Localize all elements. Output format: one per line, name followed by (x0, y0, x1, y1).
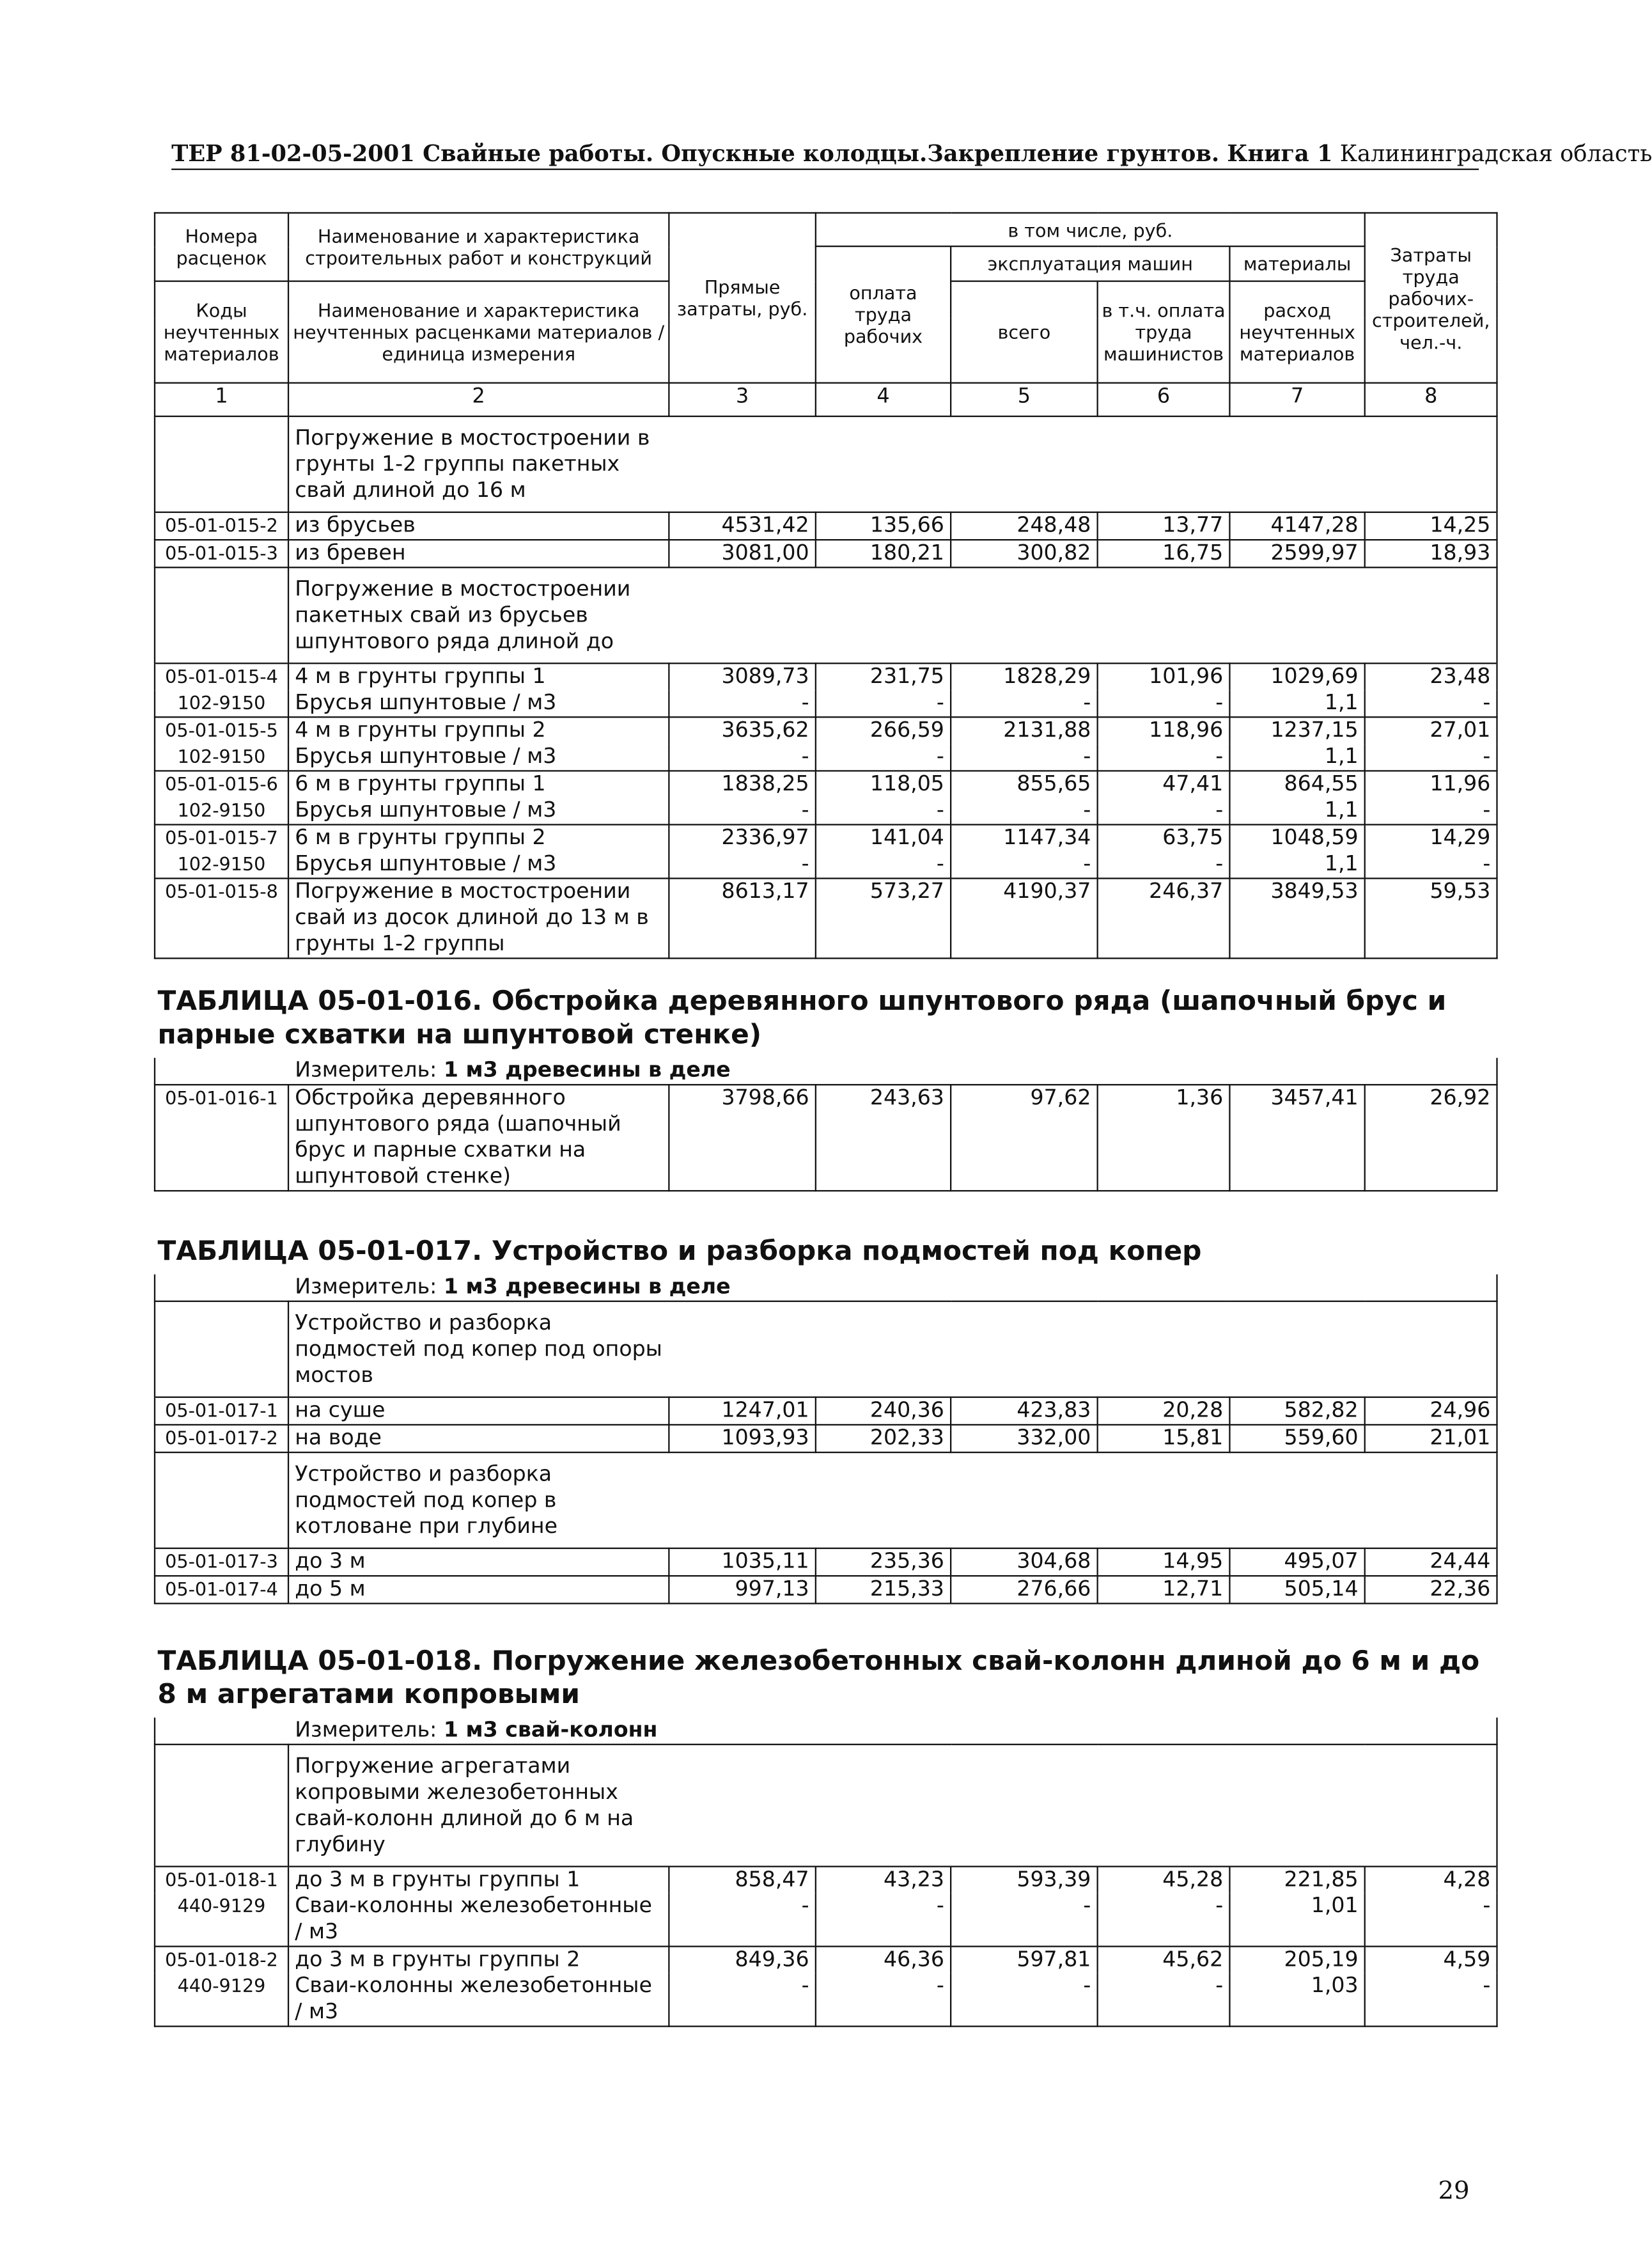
operator-pay: 45,28 (1098, 1867, 1230, 1894)
material-code: 102-9150 (155, 797, 288, 824)
header-machines: эксплуатация машин (951, 246, 1229, 281)
operator-pay: - (1098, 690, 1230, 717)
material-consumption: 1,1 (1229, 797, 1364, 824)
material-description: Брусья шпунтовые / м3 (288, 852, 669, 879)
work-description: 4 м в грунты группы 1 (288, 663, 669, 690)
labor-hours: - (1365, 852, 1497, 879)
table-row (155, 771, 1497, 797)
material-code: 440-9129 (155, 1974, 288, 2027)
material-description: Брусья шпунтовые / м3 (288, 690, 669, 717)
table-row (155, 540, 1497, 567)
material-consumption: 1,01 (1229, 1894, 1364, 1947)
materials-cost: 4147,28 (1229, 512, 1364, 540)
worker-pay: 235,36 (816, 1548, 951, 1576)
operator-pay: 246,37 (1098, 879, 1230, 959)
materials-cost: 1048,59 (1229, 824, 1364, 851)
labor-hours: - (1365, 1974, 1497, 2027)
table-title: ТАБЛИЦА 05-01-017. Устройство и разборка подмостей под копер (157, 1236, 1202, 1268)
labor-hours: 23,48 (1365, 663, 1497, 690)
rate-code: 05-01-018-2 (155, 1947, 288, 1974)
direct-costs: 858,47 (669, 1867, 815, 1894)
measure-unit (155, 1058, 1497, 1085)
work-description: 6 м в грунты группы 2 (288, 824, 669, 851)
worker-pay: 231,75 (816, 663, 951, 690)
worker-pay: 266,59 (816, 717, 951, 744)
operator-pay: 14,95 (1098, 1548, 1230, 1576)
materials-cost: 1029,69 (1229, 663, 1364, 690)
direct-costs: 4531,42 (669, 512, 815, 540)
material-row (155, 1974, 1497, 2027)
machines-total: 1147,34 (951, 824, 1097, 851)
direct-costs: 8613,17 (669, 879, 815, 959)
operator-pay: 16,75 (1098, 540, 1230, 567)
work-description: до 3 м в грунты группы 2 (288, 1947, 669, 1974)
measure-row (155, 1058, 1497, 1085)
measure-value: 1 м3 древесины в деле (443, 1058, 731, 1083)
materials-cost: 205,19 (1229, 1947, 1364, 1974)
material-row (155, 797, 1497, 824)
labor-hours: 4,28 (1365, 1867, 1497, 1894)
table-title: ТАБЛИЦА 05-01-018. Погружение железобетонных свай-колонн длиной до 6 м и до 8 м агрегатами копровыми (157, 1646, 1480, 1711)
direct-costs: 3089,73 (669, 663, 815, 690)
materials-cost: 2599,97 (1229, 540, 1364, 567)
group-heading: Погружение в мостостроении в грунты 1-2 группы пакетных свай длиной до 16 м (295, 425, 650, 503)
column-number: 7 (1229, 383, 1364, 416)
worker-pay: 240,36 (816, 1397, 951, 1425)
table-title-row (155, 1603, 1497, 1717)
table-row (155, 717, 1497, 744)
labor-hours: 22,36 (1365, 1576, 1497, 1603)
column-number: 3 (669, 383, 815, 416)
materials-cost: 864,55 (1229, 771, 1364, 797)
material-description: Брусья шпунтовые / м3 (288, 744, 669, 771)
materials-cost: 559,60 (1229, 1425, 1364, 1452)
machines-total: 4190,37 (951, 879, 1097, 959)
machines-total: 300,82 (951, 540, 1097, 567)
header-material-name: Наименование и характеристика неучтенных расценками материалов / единица измерения (288, 281, 669, 383)
machines-total: 2131,88 (951, 717, 1097, 744)
machines-total: - (951, 797, 1097, 824)
labor-hours: 18,93 (1365, 540, 1497, 567)
measure-label: Измеритель: (295, 1274, 437, 1299)
operator-pay: 45,62 (1098, 1947, 1230, 1974)
operator-pay: 15,81 (1098, 1425, 1230, 1452)
material-consumption: 1,1 (1229, 690, 1364, 717)
direct-costs: 3635,62 (669, 717, 815, 744)
operator-pay: 47,41 (1098, 771, 1230, 797)
worker-pay: 46,36 (816, 1947, 951, 1974)
column-number: 5 (951, 383, 1097, 416)
header-labor-costs: Затраты труда рабочих-строителей, чел.-ч. (1365, 213, 1497, 383)
operator-pay: - (1098, 797, 1230, 824)
work-description: 4 м в грунты группы 2 (288, 717, 669, 744)
table-title: ТАБЛИЦА 05-01-016. Обстройка деревянного шпунтового ряда (шапочный брус и парные схватки на шпунтовой стенке) (157, 986, 1447, 1051)
rate-code: 05-01-015-8 (155, 879, 288, 959)
column-number: 2 (288, 383, 669, 416)
group-heading-row (155, 567, 1497, 663)
labor-hours: 14,29 (1365, 824, 1497, 851)
group-heading: Погружение агрегатами копровыми железобетонных свай-колонн длиной до 6 м на глубину (295, 1754, 634, 1857)
materials-cost: 505,14 (1229, 1576, 1364, 1603)
operator-pay: - (1098, 1894, 1230, 1947)
rate-code: 05-01-017-3 (155, 1548, 288, 1576)
worker-pay: 43,23 (816, 1867, 951, 1894)
measure-value: 1 м3 свай-колонн (443, 1717, 658, 1743)
header-operator-pay: в т.ч. оплата труда машинистов (1098, 281, 1230, 383)
header-including: в том числе, руб. (816, 213, 1365, 246)
material-row (155, 690, 1497, 717)
rate-code: 05-01-018-1 (155, 1867, 288, 1894)
rate-code: 05-01-017-1 (155, 1397, 288, 1425)
measure-unit (155, 1275, 1497, 1301)
rates-table (154, 212, 1498, 2027)
operator-pay: - (1098, 744, 1230, 771)
header-title: ТЕР 81-02-05-2001 Свайные работы. Опускные колодцы.Закрепление грунтов. Книга 1 (171, 139, 1333, 168)
machines-total: - (951, 1974, 1097, 2027)
table-row (155, 1576, 1497, 1603)
material-code: 102-9150 (155, 690, 288, 717)
material-row (155, 744, 1497, 771)
labor-hours: 4,59 (1365, 1947, 1497, 1974)
material-consumption: 1,1 (1229, 744, 1364, 771)
materials-cost: 1237,15 (1229, 717, 1364, 744)
table-row (155, 1947, 1497, 1974)
operator-pay: 101,96 (1098, 663, 1230, 690)
worker-pay: 573,27 (816, 879, 951, 959)
work-description: Погружение в мостостроении свай из досок длиной до 13 м в грунты 1-2 группы (288, 879, 669, 959)
direct-costs: 1035,11 (669, 1548, 815, 1576)
materials-cost: 221,85 (1229, 1867, 1364, 1894)
table-row (155, 1867, 1497, 1894)
operator-pay: 118,96 (1098, 717, 1230, 744)
labor-hours: 24,96 (1365, 1397, 1497, 1425)
table-title-row (155, 959, 1497, 1058)
rate-code: 05-01-015-6 (155, 771, 288, 797)
group-heading: Устройство и разборка подмостей под копер в котловане при глубине (295, 1461, 558, 1539)
machines-total: 276,66 (951, 1576, 1097, 1603)
worker-pay: 215,33 (816, 1576, 951, 1603)
rate-code: 05-01-015-3 (155, 540, 288, 567)
rate-code: 05-01-015-4 (155, 663, 288, 690)
rate-code: 05-01-017-4 (155, 1576, 288, 1603)
machines-total: 248,48 (951, 512, 1097, 540)
group-heading: Погружение в мостостроении пакетных свай из брусьев шпунтового ряда длиной до (295, 577, 631, 654)
table-row (155, 663, 1497, 690)
measure-row (155, 1718, 1497, 1745)
table-row (155, 1085, 1497, 1191)
header-direct-costs: Прямые затраты, руб. (669, 213, 815, 383)
column-number: 1 (155, 383, 288, 416)
machines-total: 597,81 (951, 1947, 1097, 1974)
labor-hours: 14,25 (1365, 512, 1497, 540)
machines-total: - (951, 690, 1097, 717)
table-row (155, 1425, 1497, 1452)
column-number: 4 (816, 383, 951, 416)
operator-pay: 63,75 (1098, 824, 1230, 851)
worker-pay: - (816, 1974, 951, 2027)
page-number: 29 (1438, 2176, 1470, 2206)
operator-pay: 12,71 (1098, 1576, 1230, 1603)
labor-hours: - (1365, 1894, 1497, 1947)
direct-costs: 1247,01 (669, 1397, 815, 1425)
materials-cost: 495,07 (1229, 1548, 1364, 1576)
machines-total: 1828,29 (951, 663, 1097, 690)
direct-costs: 3798,66 (669, 1085, 815, 1191)
header-machines-total: всего (951, 281, 1097, 383)
material-code: 102-9150 (155, 744, 288, 771)
material-description: Сваи-колонны железобетонные / м3 (288, 1974, 669, 2027)
machines-total: 332,00 (951, 1425, 1097, 1452)
labor-hours: 11,96 (1365, 771, 1497, 797)
labor-hours: - (1365, 744, 1497, 771)
header-region: Калининградская область (1339, 141, 1652, 168)
labor-hours: 27,01 (1365, 717, 1497, 744)
machines-total: 593,39 (951, 1867, 1097, 1894)
table-head (155, 213, 1497, 416)
group-heading-row (155, 1745, 1497, 1867)
table-row (155, 1548, 1497, 1576)
worker-pay: 135,66 (816, 512, 951, 540)
measure-unit (155, 1718, 1497, 1745)
labor-hours: 24,44 (1365, 1548, 1497, 1576)
direct-costs: 3081,00 (669, 540, 815, 567)
work-description: из брусьев (288, 512, 669, 540)
column-numbers-row (155, 383, 1497, 416)
rate-code: 05-01-017-2 (155, 1425, 288, 1452)
work-description: из бревен (288, 540, 669, 567)
materials-cost: 3457,41 (1229, 1085, 1364, 1191)
group-heading-row (155, 1301, 1497, 1397)
operator-pay: 20,28 (1098, 1397, 1230, 1425)
operator-pay: 1,36 (1098, 1085, 1230, 1191)
work-description: 6 м в грунты группы 1 (288, 771, 669, 797)
labor-hours: 21,01 (1365, 1425, 1497, 1452)
direct-costs: 1093,93 (669, 1425, 815, 1452)
operator-pay: - (1098, 852, 1230, 879)
machines-total: - (951, 744, 1097, 771)
material-consumption: 1,03 (1229, 1974, 1364, 2027)
table-title-row (155, 1191, 1497, 1275)
materials-cost: 3849,53 (1229, 879, 1364, 959)
column-number: 8 (1365, 383, 1497, 416)
worker-pay: - (816, 690, 951, 717)
worker-pay: - (816, 797, 951, 824)
worker-pay: 243,63 (816, 1085, 951, 1191)
worker-pay: 180,21 (816, 540, 951, 567)
machines-total: - (951, 852, 1097, 879)
work-description: на воде (288, 1425, 669, 1452)
direct-costs: - (669, 1894, 815, 1947)
rate-code: 05-01-016-1 (155, 1085, 288, 1191)
worker-pay: 141,04 (816, 824, 951, 851)
header-material-codes: Коды неучтенных материалов (155, 281, 288, 383)
rate-code: 05-01-015-7 (155, 824, 288, 851)
table-row (155, 1397, 1497, 1425)
worker-pay: - (816, 852, 951, 879)
worker-pay: 202,33 (816, 1425, 951, 1452)
header-worker-pay: оплата труда рабочих (816, 246, 951, 383)
direct-costs: - (669, 852, 815, 879)
material-row (155, 852, 1497, 879)
labor-hours: - (1365, 797, 1497, 824)
direct-costs: 997,13 (669, 1576, 815, 1603)
machines-total: 423,83 (951, 1397, 1097, 1425)
operator-pay: - (1098, 1974, 1230, 2027)
direct-costs: - (669, 744, 815, 771)
work-description: до 5 м (288, 1576, 669, 1603)
material-description: Брусья шпунтовые / м3 (288, 797, 669, 824)
labor-hours: 26,92 (1365, 1085, 1497, 1191)
measure-value: 1 м3 древесины в деле (443, 1274, 731, 1299)
machines-total: 97,62 (951, 1085, 1097, 1191)
group-heading-row (155, 1452, 1497, 1548)
group-heading-row (155, 416, 1497, 512)
table-row (155, 879, 1497, 959)
worker-pay: - (816, 744, 951, 771)
machines-total: 855,65 (951, 771, 1097, 797)
running-header (171, 139, 1652, 170)
material-row (155, 1894, 1497, 1947)
direct-costs: 2336,97 (669, 824, 815, 851)
table-row (155, 512, 1497, 540)
worker-pay: - (816, 1894, 951, 1947)
labor-hours: - (1365, 690, 1497, 717)
column-number: 6 (1098, 383, 1230, 416)
material-consumption: 1,1 (1229, 852, 1364, 879)
rate-code: 05-01-015-2 (155, 512, 288, 540)
header-material-consumption: расход неучтенных материалов (1229, 281, 1364, 383)
material-description: Сваи-колонны железобетонные / м3 (288, 1894, 669, 1947)
operator-pay: 13,77 (1098, 512, 1230, 540)
rate-code: 05-01-015-5 (155, 717, 288, 744)
direct-costs: 1838,25 (669, 771, 815, 797)
measure-label: Измеритель: (295, 1058, 437, 1083)
material-code: 102-9150 (155, 852, 288, 879)
worker-pay: 118,05 (816, 771, 951, 797)
header-materials: материалы (1229, 246, 1364, 281)
direct-costs: - (669, 1974, 815, 2027)
header-rate-numbers: Номера расценок (155, 213, 288, 281)
measure-label: Измеритель: (295, 1717, 437, 1743)
material-code: 440-9129 (155, 1894, 288, 1947)
group-heading: Устройство и разборка подмостей под копер под опоры мостов (295, 1310, 662, 1388)
machines-total: 304,68 (951, 1548, 1097, 1576)
work-description: до 3 м в грунты группы 1 (288, 1867, 669, 1894)
work-description: на суше (288, 1397, 669, 1425)
work-description: Обстройка деревянного шпунтового ряда (шапочный брус и парные схватки на шпунтовой стенке) (288, 1085, 669, 1191)
machines-total: - (951, 1894, 1097, 1947)
header-work-name: Наименование и характеристика строительных работ и конструкций (288, 213, 669, 281)
table-row (155, 824, 1497, 851)
work-description: до 3 м (288, 1548, 669, 1576)
measure-row (155, 1275, 1497, 1301)
direct-costs: - (669, 797, 815, 824)
labor-hours: 59,53 (1365, 879, 1497, 959)
materials-cost: 582,82 (1229, 1397, 1364, 1425)
direct-costs: - (669, 690, 815, 717)
direct-costs: 849,36 (669, 1947, 815, 1974)
